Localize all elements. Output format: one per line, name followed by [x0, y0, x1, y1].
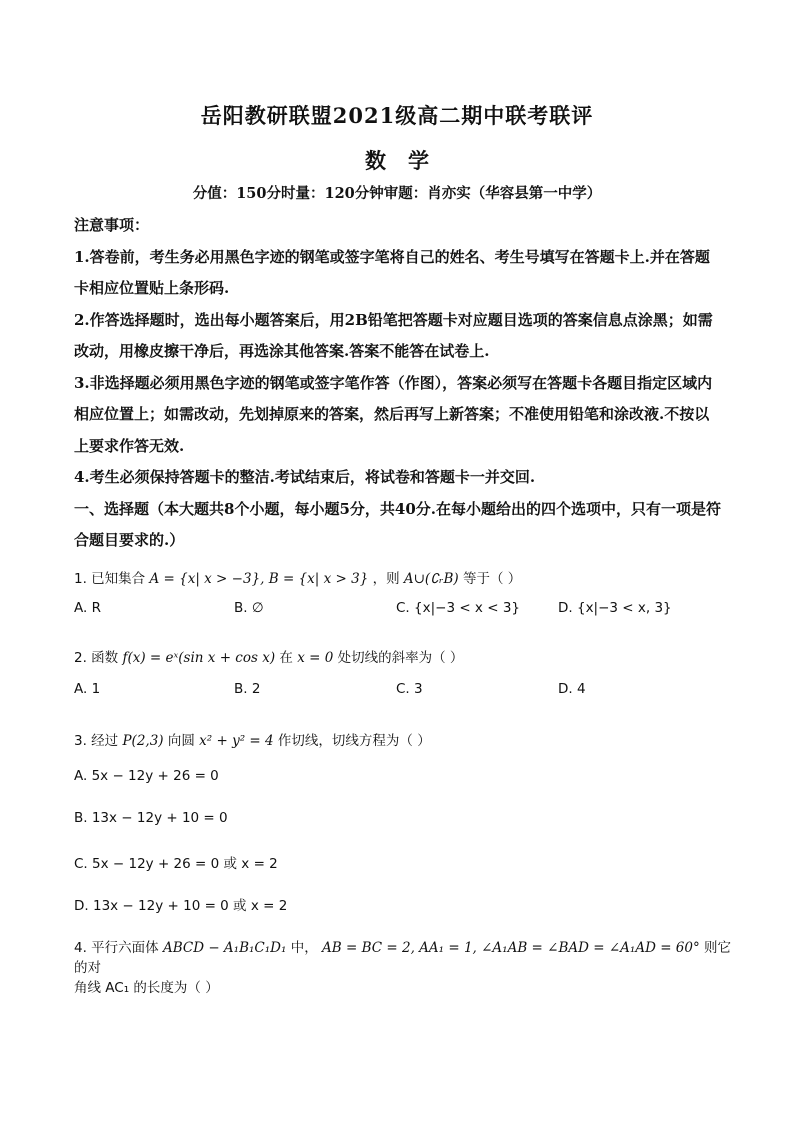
instruction-item: 1.答卷前，考生务必用黑色字迹的钢笔或签字笔将自己的姓名、考生号填写在答题卡上.并在答题卡相应位置贴上条形码.	[74, 247, 710, 297]
exam-subject: 数学	[365, 148, 451, 173]
instructions	[74, 210, 724, 557]
question-2-stem: 2. 函数 f(x) = eˣ(sin x + cos x) 在 x = 0 处切线的斜率为（ ）	[74, 650, 464, 666]
question-2-option-a: A. 1	[74, 681, 101, 697]
question-2-option-d: D. 4	[558, 681, 586, 697]
question-1-option-b: B. ∅	[234, 600, 264, 616]
exam-meta: 分值：150分时量：120分钟审题：肖亦实（华容县第一中学）	[192, 185, 602, 202]
question-3-option-c: C. 5x − 12y + 26 = 0 或 x = 2	[74, 856, 278, 872]
exam-title: 岳阳教研联盟2021级高二期中联考联评	[200, 103, 594, 128]
section-heading: 一、选择题（本大题共8个小题，每小题5分，共40分.在每小题给出的四个选项中，只有一项是符合题目要求的.）	[74, 499, 721, 549]
question-3-option-d: D. 13x − 12y + 10 = 0 或 x = 2	[74, 898, 288, 914]
question-1-option-a: A. R	[74, 600, 101, 616]
question-1-stem: 1. 已知集合 A = {x| x > −3}, B = {x| x > 3} ，则 A∪(∁ᵣB) 等于（ ）	[74, 571, 522, 587]
question-3-option-a: A. 5x − 12y + 26 = 0	[74, 768, 219, 784]
question-2-option-c: C. 3	[396, 681, 423, 697]
question-1-option-d: D. {x|−3 < x, 3}	[558, 600, 672, 616]
question-4-stem: 4. 平行六面体 ABCD − A₁B₁C₁D₁ 中， AB = BC = 2, AA₁ = 1, ∠A₁AB = ∠BAD = ∠A₁AD = 60° 则它的对	[74, 940, 732, 976]
instruction-item: 2.作答选择题时，选出每小题答案后，用2B铅笔把答题卡对应题目选项的答案信息点涂黑；如需改动，用橡皮擦干净后，再选涂其他答案.答案不能答在试卷上.	[74, 310, 713, 360]
instructions-heading: 注意事项：	[74, 216, 150, 234]
question-4-stem-line2: 角线 AC₁ 的长度为（ ）	[74, 980, 219, 996]
instruction-item: 3.非选择题必须用黑色字迹的钢笔或签字笔作答（作图），答案必须写在答题卡各题目指定区域内相应位置上；如需改动，先划掉原来的答案，然后再写上新答案；不准使用铅笔和涂改液.不按以上要求作答无效.	[74, 373, 713, 455]
question-1-option-c: C. {x|−3 < x < 3}	[396, 600, 520, 616]
question-3-option-b: B. 13x − 12y + 10 = 0	[74, 810, 228, 826]
question-3-stem: 3. 经过 P(2,3) 向圆 x² + y² = 4 作切线，切线方程为（ ）	[74, 733, 431, 749]
instruction-item: 4.考生必须保持答题卡的整洁.考试结束后，将试卷和答题卡一并交回.	[74, 468, 536, 486]
question-2-option-b: B. 2	[234, 681, 261, 697]
